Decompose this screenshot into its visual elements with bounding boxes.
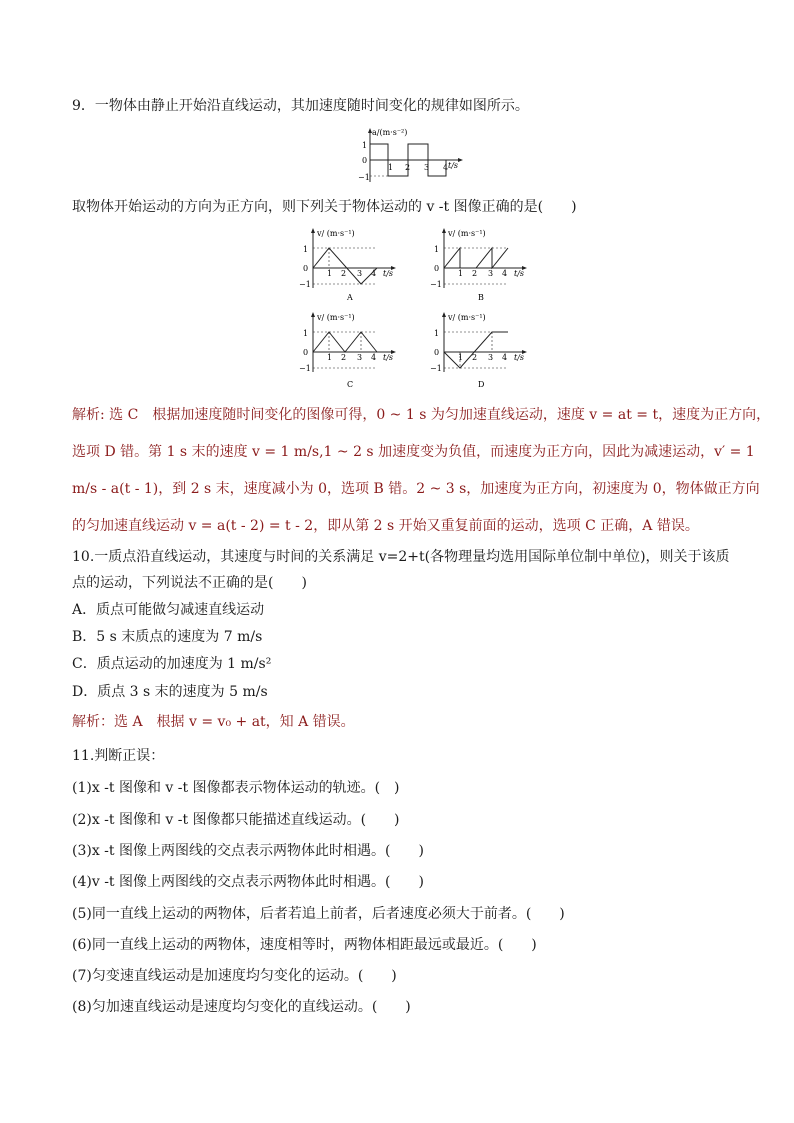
q9-analysis-line-2: 选项 D 错。第 1 s 末的速度 v = 1 m/s,1 ~ 2 s 加速度变为负值，而速度为正方向，因此为减速运动，v′ = 1 <box>72 444 755 460</box>
c-xlabel: t/s <box>383 353 394 362</box>
d-xlabel: t/s <box>514 353 525 362</box>
d-tick-x-4: 4 <box>502 353 508 362</box>
c-tick-y-0: 0 <box>303 348 309 357</box>
a-tick-y-1: 1 <box>303 245 309 254</box>
accel-tick-x-4: 4 <box>443 163 449 172</box>
a-letter: A <box>347 293 353 302</box>
b-tick-y-1: 1 <box>434 245 440 254</box>
q11-item-6: (6)同一直线上运动的两物体，速度相等时，两物体相距最远或最近。( ) <box>72 937 537 953</box>
graph-option-b <box>428 226 538 304</box>
q11-item-8: (8)匀加速直线运动是速度均匀变化的直线运动。( ) <box>72 999 411 1015</box>
a-tick-x-2: 2 <box>341 269 347 278</box>
d-ylabel: v/ (m·s⁻¹) <box>448 313 486 322</box>
a-tick-x-4: 4 <box>371 269 377 278</box>
c-tick-y-neg1: −1 <box>299 364 311 373</box>
c-tick-y-1: 1 <box>303 329 309 338</box>
b-xlabel: t/s <box>514 269 525 278</box>
q10-option-b: B．5 s 末质点的速度为 7 m/s <box>72 629 263 645</box>
q10-option-d: D．质点 3 s 末的速度为 5 m/s <box>72 684 268 700</box>
a-tick-y-0: 0 <box>303 264 309 273</box>
q10-analysis: 解析：选 A 根据 v = v₀ + at，知 A 错误。 <box>72 714 355 730</box>
accel-tick-x-1: 1 <box>388 163 394 172</box>
accel-ylabel: a/(m·s⁻²) <box>372 128 408 137</box>
q11-title: 11.判断正误： <box>72 748 165 764</box>
d-letter: D <box>478 380 485 389</box>
acceleration-time-graph <box>358 126 468 186</box>
c-tick-x-1: 1 <box>327 353 333 362</box>
q9-stem: 9．一物体由静止开始沿直线运动，其加速度随时间变化的规律如图所示。 <box>72 98 529 114</box>
b-tick-x-4: 4 <box>502 269 508 278</box>
q10-stem: 10.一质点沿直线运动，其速度与时间的关系满足 v=2+t(各物理量均选用国际单位制中单位)，则关于该质 <box>72 549 730 565</box>
b-tick-x-1: 1 <box>458 269 464 278</box>
accel-tick-y-1: 1 <box>362 141 368 150</box>
q11-item-3: (3)x -t 图像上两图线的交点表示两物体此时相遇。( ) <box>72 843 424 859</box>
b-tick-x-2: 2 <box>472 269 478 278</box>
q9-analysis-line-3: m/s - a(t - 1)，到 2 s 末，速度减小为 0，选项 B 错。2 ~ 3 s，加速度为正方向，初速度为 0，物体做正方向 <box>72 481 760 497</box>
q10-option-c: C．质点运动的加速度为 1 m/s² <box>72 656 272 672</box>
c-tick-x-3: 3 <box>357 353 363 362</box>
accel-tick-y-neg1: −1 <box>358 173 370 182</box>
c-letter: C <box>347 380 354 389</box>
q11-item-5: (5)同一直线上运动的两物体，后者若追上前者，后者速度必须大于前者。( ) <box>72 906 565 922</box>
accel-tick-x-3: 3 <box>424 163 430 172</box>
accel-tick-x-2: 2 <box>405 163 411 172</box>
a-tick-x-1: 1 <box>327 269 333 278</box>
q11-item-2: (2)x -t 图像和 v -t 图像都只能描述直线运动。( ) <box>72 812 400 828</box>
b-ylabel: v/ (m·s⁻¹) <box>448 229 486 238</box>
q10-option-a: A．质点可能做匀减速直线运动 <box>72 602 265 618</box>
graph-option-a <box>297 226 407 304</box>
d-tick-x-2: 2 <box>472 353 478 362</box>
q11-item-1: (1)x -t 图像和 v -t 图像都表示物体运动的轨迹。( ) <box>72 780 400 796</box>
graph-option-d <box>428 310 538 390</box>
b-tick-y-0: 0 <box>434 264 440 273</box>
b-letter: B <box>478 293 484 302</box>
a-xlabel: t/s <box>383 269 394 278</box>
d-tick-y-neg1: −1 <box>430 364 442 373</box>
a-ylabel: v/ (m·s⁻¹) <box>317 229 355 238</box>
graph-option-c <box>297 310 407 390</box>
b-tick-y-neg1: −1 <box>430 280 442 289</box>
q9-stem2: 取物体开始运动的方向为正方向，则下列关于物体运动的 v -t 图像正确的是( ) <box>72 199 577 215</box>
d-tick-y-0: 0 <box>434 348 440 357</box>
c-tick-x-4: 4 <box>371 353 377 362</box>
b-tick-x-3: 3 <box>488 269 494 278</box>
q9-analysis-line-4: 的匀加速直线运动 v = a(t - 2) = t - 2，即从第 2 s 开始又重复前面的运动，选项 C 正确，A 错误。 <box>72 518 699 534</box>
d-tick-x-3: 3 <box>488 353 494 362</box>
d-tick-y-1: 1 <box>434 329 440 338</box>
accel-tick-y-0: 0 <box>362 156 368 165</box>
accel-xlabel: t/s <box>448 161 459 170</box>
a-tick-y-neg1: −1 <box>299 280 311 289</box>
q11-item-7: (7)匀变速直线运动是加速度均匀变化的运动。( ) <box>72 968 397 984</box>
q9-analysis-line-1: 解析: 选 C 根据加速度随时间变化的图像可得，0 ~ 1 s 为匀加速直线运动，速度 v = at = t，速度为正方向， <box>72 407 771 423</box>
q11-item-4: (4)v -t 图像上两图线的交点表示两物体此时相遇。( ) <box>72 874 424 890</box>
a-tick-x-3: 3 <box>357 269 363 278</box>
q10-stem2: 点的运动，下列说法不正确的是( ) <box>72 575 307 591</box>
c-ylabel: v/ (m·s⁻¹) <box>317 313 355 322</box>
c-tick-x-2: 2 <box>341 353 347 362</box>
d-tick-x-1: 1 <box>458 353 464 362</box>
